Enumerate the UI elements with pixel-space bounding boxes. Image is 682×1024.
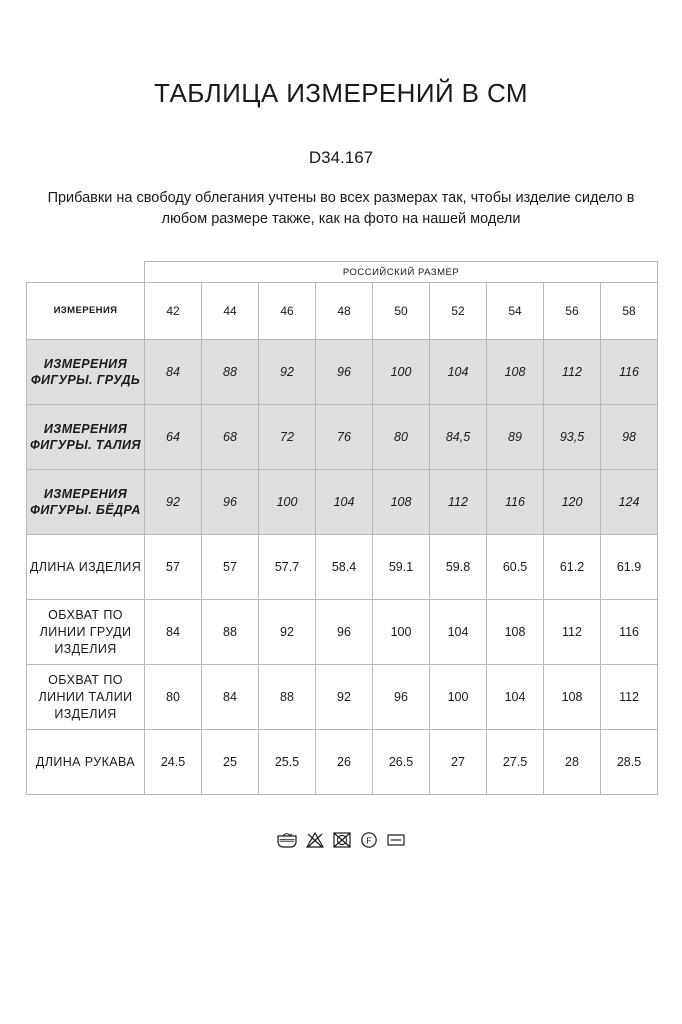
- table-cell: 58.4: [316, 535, 373, 600]
- table-corner-cell: [27, 262, 145, 283]
- measurements-column-header: ИЗМЕРЕНИЯ: [27, 283, 145, 340]
- table-cell: 108: [487, 340, 544, 405]
- table-cell: 61.2: [544, 535, 601, 600]
- table-cell: 104: [430, 600, 487, 665]
- table-cell: 24.5: [145, 730, 202, 795]
- table-cell: 92: [259, 600, 316, 665]
- table-group-header-row: [27, 262, 658, 283]
- table-cell: 61.9: [601, 535, 658, 600]
- size-column-header: 42: [145, 283, 202, 340]
- table-cell: 59.8: [430, 535, 487, 600]
- table-cell: 92: [145, 470, 202, 535]
- table-cell: 89: [487, 405, 544, 470]
- size-column-header: 54: [487, 283, 544, 340]
- table-cell: 26.5: [373, 730, 430, 795]
- row-label: ДЛИНА ИЗДЕЛИЯ: [27, 535, 145, 600]
- table-cell: 112: [544, 600, 601, 665]
- size-column-header: 58: [601, 283, 658, 340]
- table-cell: 104: [487, 665, 544, 730]
- table-cell: 96: [202, 470, 259, 535]
- table-cell: 25.5: [259, 730, 316, 795]
- table-cell: 116: [601, 340, 658, 405]
- row-label: ИЗМЕРЕНИЯ ФИГУРЫ. ТАЛИЯ: [27, 405, 145, 470]
- table-cell: 93,5: [544, 405, 601, 470]
- table-cell: 57: [202, 535, 259, 600]
- size-column-header: 44: [202, 283, 259, 340]
- fit-note: Прибавки на свободу облегания учтены во всех размерах так, чтобы изделие сидело в любом размере также, как на фото на нашей модели: [47, 190, 635, 228]
- table-cell: 84: [145, 600, 202, 665]
- table-cell: 84,5: [430, 405, 487, 470]
- table-row: [27, 730, 658, 795]
- table-cell: 28: [544, 730, 601, 795]
- table-cell: 72: [259, 405, 316, 470]
- table-cell: 57: [145, 535, 202, 600]
- table-row: [27, 405, 658, 470]
- table-cell: 57.7: [259, 535, 316, 600]
- table-cell: 100: [373, 340, 430, 405]
- row-label: ДЛИНА РУКАВА: [27, 730, 145, 795]
- do-not-tumble-dry-icon: [332, 831, 352, 849]
- table-cell: 124: [601, 470, 658, 535]
- table-cell: 26: [316, 730, 373, 795]
- table-cell: 108: [487, 600, 544, 665]
- table-row: [27, 340, 658, 405]
- row-label: ИЗМЕРЕНИЯ ФИГУРЫ. БЁДРА: [27, 470, 145, 535]
- svg-text:F: F: [366, 836, 372, 847]
- table-cell: 104: [430, 340, 487, 405]
- table-cell: 112: [430, 470, 487, 535]
- table-cell: 108: [544, 665, 601, 730]
- do-not-bleach-icon: [305, 831, 325, 849]
- table-row: [27, 600, 658, 665]
- size-column-header: 46: [259, 283, 316, 340]
- size-column-header: 48: [316, 283, 373, 340]
- table-cell: 64: [145, 405, 202, 470]
- table-cell: 104: [316, 470, 373, 535]
- table-cell: 59.1: [373, 535, 430, 600]
- table-cell: 92: [259, 340, 316, 405]
- care-instructions: [26, 831, 656, 849]
- table-cell: 112: [544, 340, 601, 405]
- table-cell: 68: [202, 405, 259, 470]
- table-cell: 27: [430, 730, 487, 795]
- table-row: [27, 665, 658, 730]
- table-cell: 100: [373, 600, 430, 665]
- size-column-header: 56: [544, 283, 601, 340]
- row-label: ОБХВАТ ПО ЛИНИИ ГРУДИ ИЗДЕЛИЯ: [27, 600, 145, 665]
- table-cell: 27.5: [487, 730, 544, 795]
- table-cell: 116: [487, 470, 544, 535]
- table-row: [27, 470, 658, 535]
- table-cell: 76: [316, 405, 373, 470]
- table-cell: 98: [601, 405, 658, 470]
- professional-dry-clean-f-icon: [359, 831, 379, 849]
- table-cell: 84: [202, 665, 259, 730]
- table-cell: 88: [259, 665, 316, 730]
- table-cell: 25: [202, 730, 259, 795]
- iron-low-temperature-icon: [386, 831, 406, 849]
- table-cell: 88: [202, 600, 259, 665]
- table-cell: 96: [316, 340, 373, 405]
- table-cell: 120: [544, 470, 601, 535]
- size-column-header: 50: [373, 283, 430, 340]
- table-cell: 100: [430, 665, 487, 730]
- table-cell: 96: [316, 600, 373, 665]
- table-cell: 84: [145, 340, 202, 405]
- page-title: ТАБЛИЦА ИЗМЕРЕНИЙ В СМ: [154, 78, 528, 108]
- table-cell: 60.5: [487, 535, 544, 600]
- table-cell: 28.5: [601, 730, 658, 795]
- table-cell: 88: [202, 340, 259, 405]
- table-cell: 116: [601, 600, 658, 665]
- table-cell: 108: [373, 470, 430, 535]
- article-number: D34.167: [308, 148, 374, 168]
- table-cell: 80: [145, 665, 202, 730]
- table-row: [27, 535, 658, 600]
- table-cell: 100: [259, 470, 316, 535]
- table-cell: 96: [373, 665, 430, 730]
- table-size-header-row: [27, 283, 658, 340]
- row-label: ОБХВАТ ПО ЛИНИИ ТАЛИИ ИЗДЕЛИЯ: [27, 665, 145, 730]
- group-header-label: РОССИЙСКИЙ РАЗМЕР: [145, 262, 658, 283]
- table-cell: 92: [316, 665, 373, 730]
- table-cell: 112: [601, 665, 658, 730]
- table-cell: 80: [373, 405, 430, 470]
- hand-wash-icon: [276, 831, 298, 849]
- row-label: ИЗМЕРЕНИЯ ФИГУРЫ. ГРУДЬ: [27, 340, 145, 405]
- size-column-header: 52: [430, 283, 487, 340]
- size-table: [26, 261, 658, 795]
